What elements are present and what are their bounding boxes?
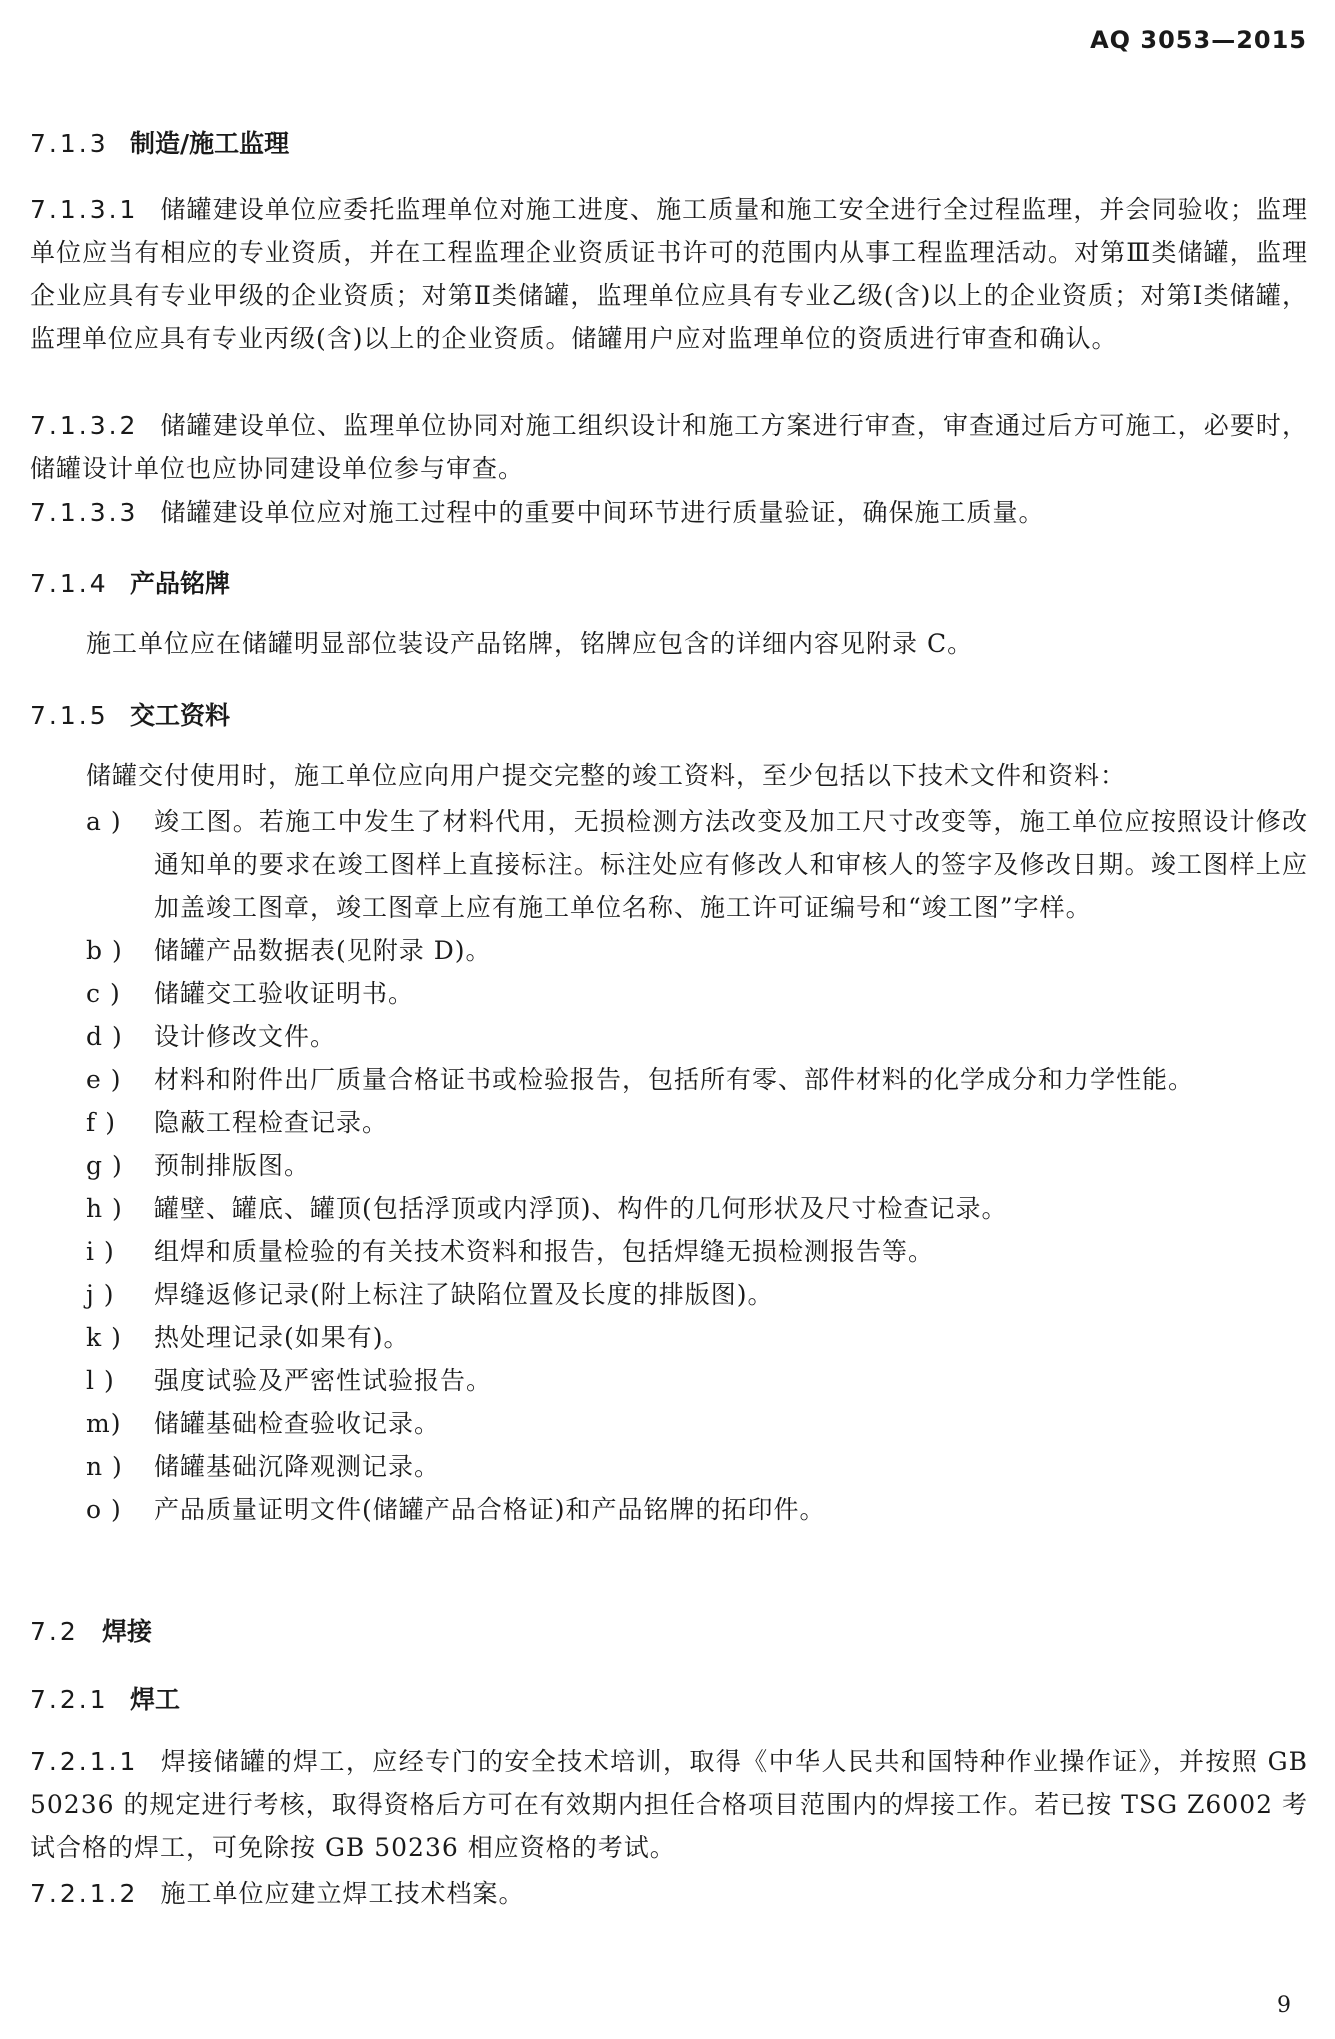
heading-title: 产品铭牌 <box>130 569 231 598</box>
handover-intro-paragraph: 储罐交付使用时，施工单位应向用户提交完整的竣工资料，至少包括以下技术文件和资料： <box>86 761 1127 790</box>
list-marker: j ) <box>86 1280 115 1309</box>
handover-documents-list <box>86 800 1308 1531</box>
heading-title: 制造/施工监理 <box>130 129 290 158</box>
list-item-text: 预制排版图。 <box>154 1151 311 1180</box>
heading-title: 交工资料 <box>130 701 231 730</box>
heading-title: 焊接 <box>102 1617 153 1646</box>
list-item-text: 材料和附件出厂质量合格证书或检验报告，包括所有零、部件材料的化学成分和力学性能。 <box>154 1065 1195 1094</box>
list-item-text: 储罐基础检查验收记录。 <box>154 1409 441 1438</box>
clause-text: 焊接储罐的焊工，应经专门的安全技术培训，取得《中华人民共和国特种作业操作证》，并按照 GB 50236 的规定进行考核，取得资格后方可在有效期内担任合格项目范围内的焊接工作。若已按 TSG Z6002 考试合格的焊工，可免除按 GB 50236 相应资格的考试。 <box>30 1747 1308 1862</box>
heading-7-1-3 <box>30 124 289 160</box>
list-item <box>86 1187 1308 1230</box>
clause-7-1-3-2 <box>30 404 1308 490</box>
list-marker: b ) <box>86 936 123 965</box>
list-item-text: 竣工图。若施工中发生了材料代用，无损检测方法改变及加工尺寸改变等，施工单位应按照设计修改通知单的要求在竣工图样上直接标注。标注处应有修改人和审核人的签字及修改日期。竣工图样上应加盖竣工图章，竣工图章上应有施工单位名称、施工许可证编号和“竣工图”字样。 <box>154 807 1308 922</box>
list-item <box>86 1316 1308 1359</box>
list-item-text: 产品质量证明文件(储罐产品合格证)和产品铭牌的拓印件。 <box>154 1495 826 1524</box>
list-marker: f ) <box>86 1108 116 1137</box>
list-item <box>86 1144 1308 1187</box>
heading-7-2-1 <box>30 1680 180 1716</box>
heading-number: 7.2 <box>30 1617 79 1646</box>
clause-text: 储罐建设单位应委托监理单位对施工进度、施工质量和施工安全进行全过程监理，并会同验收；监理单位应当有相应的专业资质，并在工程监理企业资质证书许可的范围内从事工程监理活动。对第Ⅲ类储罐，监理企业应具有专业甲级的企业资质；对第Ⅱ类储罐，监理单位应具有专业乙级(含)以上的企业资质；对第Ⅰ类储罐，监理单位应具有专业丙级(含)以上的企业资质。储罐用户应对监理单位的资质进行审查和确认。 <box>30 195 1308 353</box>
list-marker: l ) <box>86 1366 115 1395</box>
list-item <box>86 1402 1308 1445</box>
clause-text: 储罐建设单位、监理单位协同对施工组织设计和施工方案进行审查，审查通过后方可施工，必要时，储罐设计单位也应协同建设单位参与审查。 <box>30 411 1308 483</box>
list-item-text: 隐蔽工程检查记录。 <box>154 1108 389 1137</box>
clause-number: 7.2.1.2 <box>30 1879 139 1908</box>
clause-7-1-3-3 <box>30 491 1308 534</box>
list-item-text: 强度试验及严密性试验报告。 <box>154 1366 493 1395</box>
heading-7-2 <box>30 1612 152 1648</box>
nameplate-paragraph: 施工单位应在储罐明显部位装设产品铭牌，铭牌应包含的详细内容见附录 C。 <box>86 629 974 658</box>
clause-text: 施工单位应建立焊工技术档案。 <box>160 1879 525 1908</box>
list-item <box>86 1058 1308 1101</box>
heading-7-1-4 <box>30 564 230 600</box>
clause-number: 7.1.3.3 <box>30 498 139 527</box>
heading-7-1-5 <box>30 696 230 732</box>
list-item <box>86 1488 1308 1531</box>
list-item <box>86 1359 1308 1402</box>
list-item <box>86 972 1308 1015</box>
list-item <box>86 1101 1308 1144</box>
list-item <box>86 1230 1308 1273</box>
list-marker: g ) <box>86 1151 123 1180</box>
heading-number: 7.1.3 <box>30 129 109 158</box>
list-item <box>86 800 1308 929</box>
list-marker: n ) <box>86 1452 123 1481</box>
heading-number: 7.1.5 <box>30 701 109 730</box>
clause-number: 7.1.3.2 <box>30 411 139 440</box>
list-marker: c ) <box>86 979 121 1008</box>
list-marker: i ) <box>86 1237 115 1266</box>
list-item <box>86 1445 1308 1488</box>
list-item <box>86 929 1308 972</box>
page-number: 9 <box>1277 1993 1291 2018</box>
list-item <box>86 1015 1308 1058</box>
heading-number: 7.1.4 <box>30 569 109 598</box>
list-marker: m) <box>86 1409 122 1438</box>
list-item-text: 储罐基础沉降观测记录。 <box>154 1452 441 1481</box>
clause-7-2-1-1 <box>30 1740 1308 1869</box>
clause-text: 储罐建设单位应对施工过程中的重要中间环节进行质量验证，确保施工质量。 <box>160 498 1045 527</box>
list-item-text: 储罐交工验收证明书。 <box>154 979 415 1008</box>
list-item-text: 焊缝返修记录(附上标注了缺陷位置及长度的排版图)。 <box>154 1280 774 1309</box>
list-item-text: 储罐产品数据表(见附录 D)。 <box>154 936 492 965</box>
list-marker: k ) <box>86 1323 122 1352</box>
standard-code-header: AQ 3053—2015 <box>1090 26 1307 54</box>
list-marker: o ) <box>86 1495 122 1524</box>
clause-number: 7.2.1.1 <box>30 1747 139 1776</box>
clause-number: 7.1.3.1 <box>30 195 139 224</box>
clause-7-2-1-2 <box>30 1872 1308 1915</box>
list-item-text: 罐壁、罐底、罐顶(包括浮顶或内浮顶)、构件的几何形状及尺寸检查记录。 <box>154 1194 1008 1223</box>
clause-7-1-3-1 <box>30 188 1308 360</box>
list-item-text: 设计修改文件。 <box>154 1022 337 1051</box>
heading-title: 焊工 <box>130 1685 181 1714</box>
list-marker: e ) <box>86 1065 122 1094</box>
list-item-text: 组焊和质量检验的有关技术资料和报告，包括焊缝无损检测报告等。 <box>154 1237 935 1266</box>
list-item <box>86 1273 1308 1316</box>
list-marker: h ) <box>86 1194 123 1223</box>
list-marker: a ) <box>86 807 122 836</box>
heading-number: 7.2.1 <box>30 1685 109 1714</box>
list-marker: d ) <box>86 1022 123 1051</box>
list-item-text: 热处理记录(如果有)。 <box>154 1323 410 1352</box>
